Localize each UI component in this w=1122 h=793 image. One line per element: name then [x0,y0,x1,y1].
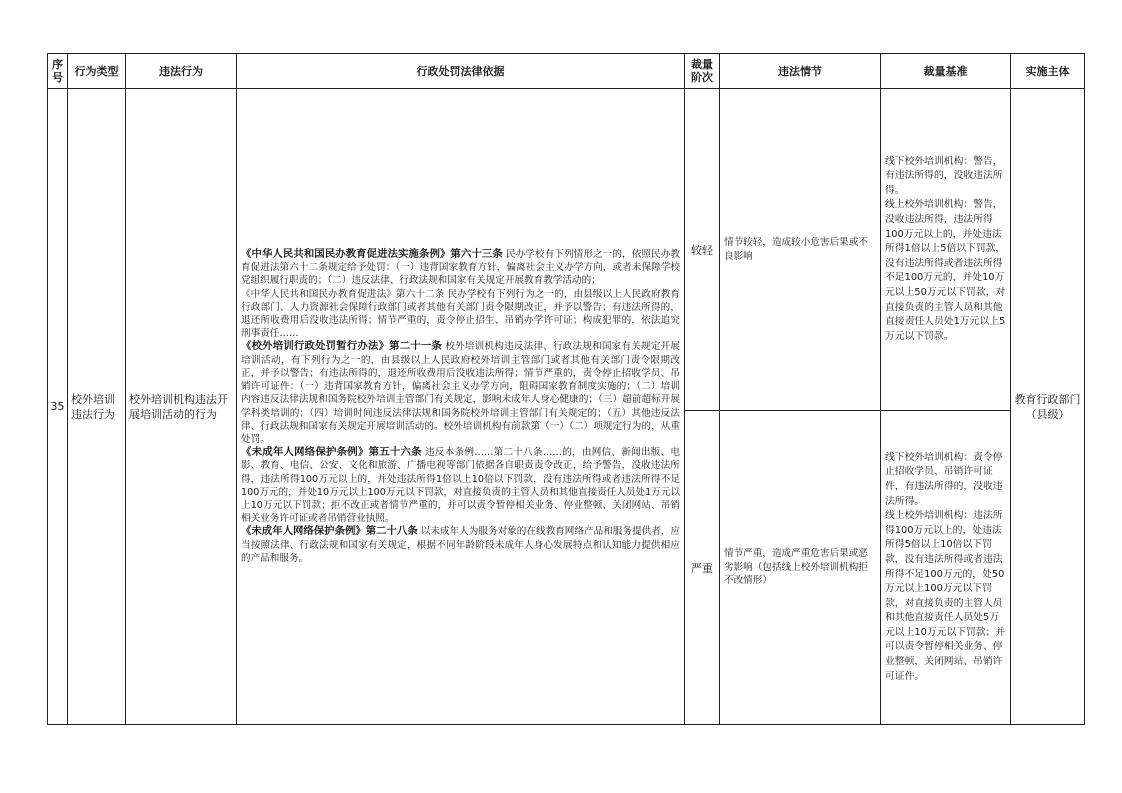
circumstance-light: 情节较轻，造成较小危害后果或不良影响 [720,89,881,411]
row-type: 校外培训违法行为 [68,89,126,725]
header-level: 裁量阶次 [685,54,720,89]
header-subject: 实施主体 [1011,54,1085,89]
legal-article-text: 民办学校有下列情形之一的，依照民办教育促进法第六十二条规定给予处罚：（一）违背国家教育方针，偏离社会主义办学方向，或者未保障学校党组织履行职责的；（二）违反法律、行政法规和国家有关规定开展教育教学活动的； [241,249,680,287]
level-light: 较轻 [685,89,720,411]
penalty-discretion-table [47,53,1085,725]
legal-basis-paragraph [241,288,680,341]
circumstance-severe: 情节严重，造成严重危害后果或恶劣影响（包括线上校外培训机构拒不改情形） [720,411,881,725]
header-row [48,54,1085,89]
legal-article-title: 《校外培训行政处罚暂行办法》第二十一条 [241,340,443,353]
header-legal-basis: 行政处罚法律依据 [237,54,685,89]
legal-article-text: 以未成年人为服务对象的在线教育网络产品和服务提供者，应当按照法律、行政法规和国家有关规定，根据不同年龄阶段未成年人身心发展特点和认知能力提供相应的产品和服务。 [241,526,680,564]
legal-basis-paragraph [241,248,680,288]
header-circumstance: 违法情节 [720,54,881,89]
row-violation: 校外培训机构违法开展培训活动的行为 [126,89,237,725]
row-seq: 35 [48,89,68,725]
table-row [48,89,1085,411]
legal-basis-paragraph [241,340,680,446]
legal-basis-cell [237,89,685,725]
legal-basis-paragraph [241,446,680,525]
legal-article-text: 校外培训机构违反法律、行政法规和国家有关规定开展培训活动，有下列行为之一的，由县级以上人民政府校外培训主管部门或者其他有关部门责令限期改正，并予以警告；有违法所得的，退还所收费用后没收违法所得；情节严重的，责令停止招收学员、吊销许可证件：（一）违背国家教育方针，偏离社会主义办学方向，阻碍国家教育制度实施的；（二）培训内容违反法律法规和国务院校外培训主管部门有关规定，影响未成年人身心健康的；（三）超前超标开展学科类培训的；（四）培训时间违反法律法规和国务院校外培训主管部门有关规定的；（五）其他违反法律、行政法规和国家有关规定开展培训活动的。校外培训机构有前款第（一）（二）项规定行为的，从重处罚。 [241,341,680,445]
standard-light [881,89,1011,411]
row-subject: 教育行政部门（县级） [1011,89,1085,725]
legal-basis-paragraph [241,525,680,565]
legal-article-title: 《中华人民共和国民办教育促进法实施条例》第六十三条 [241,248,503,261]
legal-article-title: 《未成年人网络保护条例》第二十八条 [241,525,418,538]
standard-offline: 线下校外培训机构：警告，有违法所得的，没收违法所得。 [885,155,1003,196]
standard-online: 线上校外培训机构：违法所得100万元以上的，处违法所得5倍以上10倍以下罚款，没有违法所得或者违法所得不足100万元的，处50万元以上100万元以下罚款，对直接负责的主管人员和其他直接责任人员处5万元以上10万元以下罚款；并可以责令暂停相关业务、停业整顿，关闭网站、吊销许可证件。 [885,510,1006,682]
header-standard: 裁量基准 [881,54,1011,89]
level-severe: 严重 [685,411,720,725]
standard-severe [881,411,1011,725]
header-type: 行为类型 [68,54,126,89]
header-violation: 违法行为 [126,54,237,89]
standard-online: 线上校外培训机构：警告，没收违法所得，违法所得100万元以上的，并处违法所得1倍以上5倍以下罚款，没有违法所得或者违法所得不足100万元的，并处10万元以上50万元以下罚款，对直接负责的主管人员和其他直接责任人员处1万元以上5万元以下罚款。 [885,199,1006,342]
legal-article-title: 《未成年人网络保护条例》第五十六条 [241,446,422,459]
header-seq: 序号 [48,54,68,89]
legal-article-text: 违反本条例……第二十八条……的，由网信、新闻出版、电影、教育、电信、公安、文化和旅游、广播电视等部门依据各自职责责令改正，给予警告，没收违法所得，违法所得100万元以上的，并处违法所得1倍以上10倍以下罚款，没有违法所得或者违法所得不足100万元的，并处10万元以上100万元以下罚款，对直接负责的主管人员和其他直接责任人员处1万元以上10万元以下罚款；拒不改正或者情节严重的，并可以责令暂停相关业务、停业整顿、关闭网站、吊销相关业务许可证或者吊销营业执照。 [241,447,680,525]
legal-article-text: 《中华人民共和国民办教育促进法》第六十二条 民办学校有下列行为之一的，由县级以上人民政府教育行政部门、人力资源社会保障行政部门或者其他有关部门责令限期改正，并予以警告；有违法所得的，退还所收费用后没收违法所得；情节严重的，责令停止招生、吊销办学许可证；构成犯罪的，依法追究刑事责任…… [241,288,680,340]
standard-offline: 线下校外培训机构：责令停止招收学员、吊销许可证件，有违法所得的，没收违法所得。 [885,451,1003,507]
